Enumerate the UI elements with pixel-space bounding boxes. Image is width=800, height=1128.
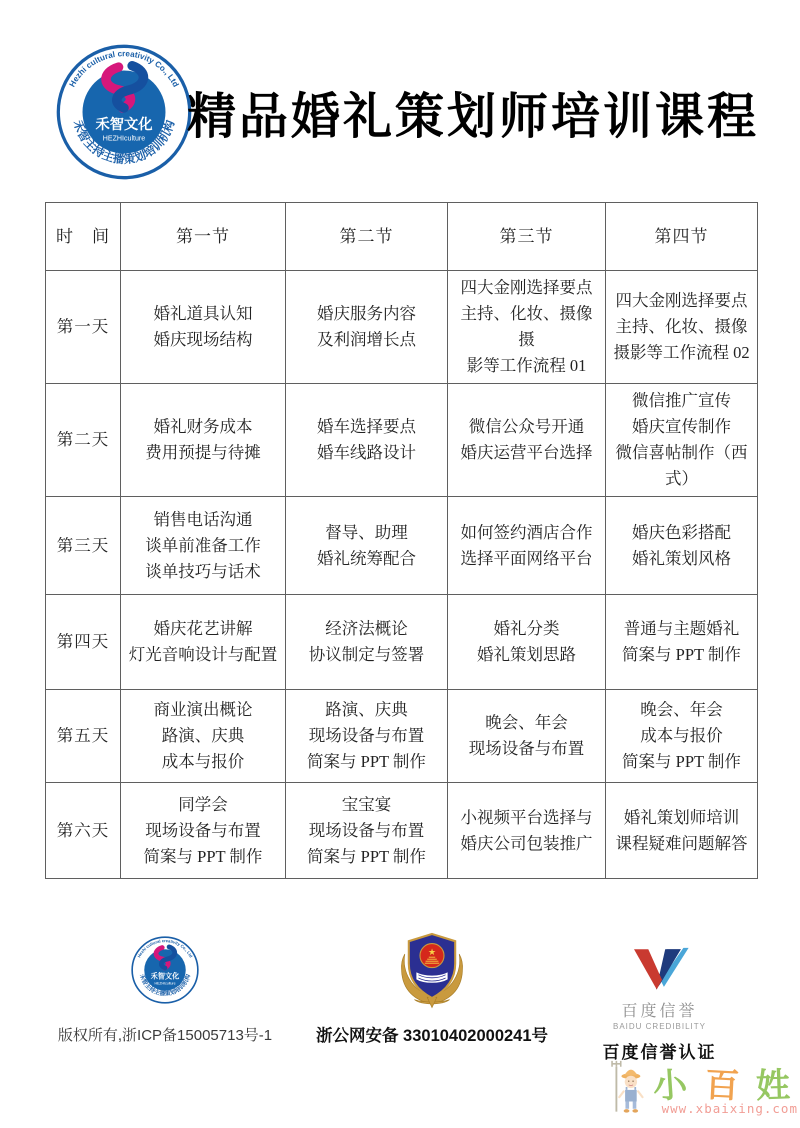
day-label: 第三天 (46, 497, 121, 595)
course-cell: 同学会 现场设备与布置 简案与 PPT 制作 (121, 783, 286, 879)
course-cell: 销售电话沟通 谈单前准备工作 谈单技巧与话术 (121, 497, 286, 595)
course-cell: 婚庆花艺讲解 灯光音响设计与配置 (121, 595, 286, 690)
day-label: 第一天 (46, 271, 121, 384)
watermark-url: www.xbaixing.com (661, 1101, 798, 1116)
table-header-row (46, 203, 758, 271)
course-schedule-table (45, 202, 758, 879)
table-row-day2 (46, 384, 758, 497)
day-label: 第二天 (46, 384, 121, 497)
course-cell: 宝宝宴 现场设备与布置 简案与 PPT 制作 (286, 783, 448, 879)
col-header-section4: 第四节 (606, 203, 758, 271)
watermark-text (651, 1065, 798, 1116)
day-label: 第四天 (46, 595, 121, 690)
baidu-name-en: BAIDU CREDIBILITY (612, 1022, 706, 1031)
course-cell: 婚礼财务成本 费用预提与待摊 (121, 384, 286, 497)
table-row-day3 (46, 497, 758, 595)
farmer-character-icon (605, 1058, 651, 1116)
table-row-day6 (46, 783, 758, 879)
course-cell: 小视频平台选择与 婚庆公司包装推广 (448, 783, 606, 879)
course-cell: 婚车选择要点 婚车线路设计 (286, 384, 448, 497)
course-cell: 经济法概论 协议制定与签署 (286, 595, 448, 690)
col-header-time: 时 间 (46, 203, 121, 271)
table-row-day5 (46, 690, 758, 783)
watermark-site-name (651, 1065, 798, 1107)
col-header-section3: 第三节 (448, 203, 606, 271)
course-cell: 晚会、年会 现场设备与布置 (448, 690, 606, 783)
footer-company-block (45, 936, 285, 1045)
course-cell: 四大金刚选择要点 主持、化妆、摄像 摄影等工作流程 02 (606, 271, 758, 384)
copyright-text: 版权所有,浙ICP备15005713号-1 (57, 1027, 273, 1044)
baidu-credibility-icon (623, 944, 697, 996)
table-row-day1 (46, 271, 758, 384)
table-row-day4 (46, 595, 758, 690)
course-cell: 婚礼策划师培训 课程疑难问题解答 (606, 783, 758, 879)
course-cell: 婚庆服务内容 及利润增长点 (286, 271, 448, 384)
company-logo-icon (131, 936, 199, 1004)
watermark-char: 姓 (755, 1066, 795, 1106)
course-cell: 路演、庆典 现场设备与布置 简案与 PPT 制作 (286, 690, 448, 783)
police-record-text: 浙公网安备 33010402000241号 (315, 1027, 549, 1045)
day-label: 第六天 (46, 783, 121, 879)
col-header-section2: 第二节 (286, 203, 448, 271)
course-cell: 如何签约酒店合作 选择平面网络平台 (448, 497, 606, 595)
footer-baidu-block (572, 944, 747, 1063)
course-cell: 婚庆色彩搭配 婚礼策划风格 (606, 497, 758, 595)
day-label: 第五天 (46, 690, 121, 783)
course-cell: 晚会、年会 成本与报价 简案与 PPT 制作 (606, 690, 758, 783)
site-watermark (605, 1058, 798, 1116)
course-cell: 微信推广宣传 婚庆宣传制作 微信喜帖制作（西式） (606, 384, 758, 497)
course-cell: 督导、助理 婚礼统筹配合 (286, 497, 448, 595)
baidu-cert-text: 百度信誉认证 (602, 1043, 717, 1062)
watermark-char: 小 (651, 1065, 693, 1107)
company-logo-icon (56, 44, 192, 180)
police-badge-icon (386, 930, 478, 1010)
course-cell: 商业演出概论 路演、庆典 成本与报价 (121, 690, 286, 783)
baidu-name-cn: 百度信誉 (621, 1003, 698, 1020)
col-header-section1: 第一节 (121, 203, 286, 271)
page-title: 精品婚礼策划师培训课程 (186, 89, 759, 144)
footer-police-block (312, 930, 552, 1046)
course-cell: 婚礼分类 婚礼策划思路 (448, 595, 606, 690)
course-cell: 婚礼道具认知 婚庆现场结构 (121, 271, 286, 384)
course-cell: 普通与主题婚礼 简案与 PPT 制作 (606, 595, 758, 690)
watermark-char: 百 (703, 1066, 744, 1106)
course-cell: 四大金刚选择要点 主持、化妆、摄像摄 影等工作流程 01 (448, 271, 606, 384)
course-cell: 微信公众号开通 婚庆运营平台选择 (448, 384, 606, 497)
